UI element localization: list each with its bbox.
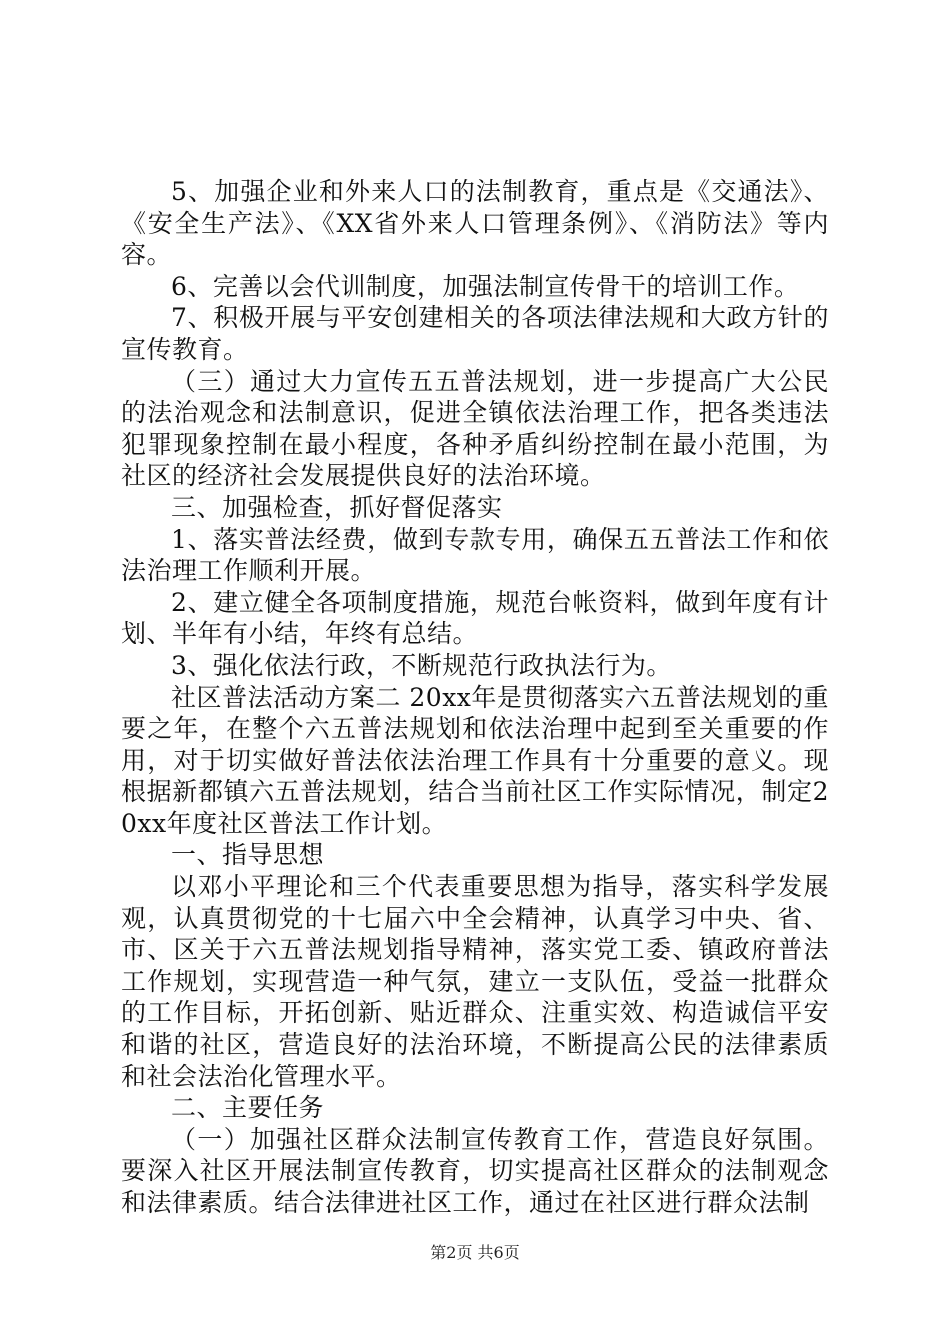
paragraph-item-7: 7、积极开展与平安创建相关的各项法律法规和大政方针的宣传教育。 — [121, 303, 829, 364]
paragraph-item-6: 6、完善以会代训制度，加强法制宣传骨干的培训工作。 — [171, 271, 800, 301]
heading-inspection: 三、加强检查，抓好督促落实 — [171, 492, 503, 522]
paragraph-guiding-thought: 以邓小平理论和三个代表重要思想为指导，落实科学发展观，认真贯彻党的十七届六中全会精神，认真学习中央、省、市、区关于六五普法规划指导精神，落实党工委、镇政府普法工作规划，实现营造一种气氛，建立一支队伍，受益一批群众的工作目标，开拓创新、贴近群众、注重实效、构造诚信平安和谐的社区，营造良好的法治环境，不断提高公民的法律素质和社会法治化管理水平。 — [121, 872, 829, 1091]
paragraph-item-2: 2、建立健全各项制度措施，规范台帐资料，做到年度有计划、半年有小结，年终有总结。 — [121, 587, 829, 649]
heading-main-tasks: 二、主要任务 — [171, 1093, 325, 1123]
document-body — [121, 176, 829, 1219]
paragraph-plan-two-intro: 社区普法活动方案二 20xx年是贯彻落实六五普法规划的重要之年，在整个六五普法规划和依法治理中起到至关重要的作用，对于切实做好普法依法治理工作具有十分重要的意义。现根据新都镇六五普法规划，结合当前社区工作实际情况，制定20xx年度社区普法工作计划。 — [121, 682, 829, 838]
heading-guiding-thought: 一、指导思想 — [171, 840, 325, 870]
page-number-footer: 第2页 共6页 — [430, 1243, 520, 1262]
paragraph-task-1: （一）加强社区群众法制宣传教育工作，营造良好氛围。要深入社区开展法制宣传教育，切实提高社区群众的法制观念和法律素质。结合法律进社区工作，通过在社区进行群众法制 — [121, 1124, 829, 1217]
paragraph-item-3: 3、强化依法行政，不断规范行政执法行为。 — [171, 650, 672, 680]
paragraph-item-5: 5、加强企业和外来人口的法制教育，重点是《交通法》、《安全生产法》、《XX省外来人口管理条例》、《消防法》等内容。 — [121, 177, 829, 270]
paragraph-item-1: 1、落实普法经费，做到专款专用，确保五五普法工作和依法治理工作顺利开展。 — [121, 524, 829, 586]
paragraph-section-3: （三）通过大力宣传五五普法规划，进一步提高广大公民的法治观念和法制意识，促进全镇依法治理工作，把各类违法犯罪现象控制在最小程度，各种矛盾纠纷控制在最小范围，为社区的经济社会发展提供良好的法治环境。 — [121, 366, 829, 491]
